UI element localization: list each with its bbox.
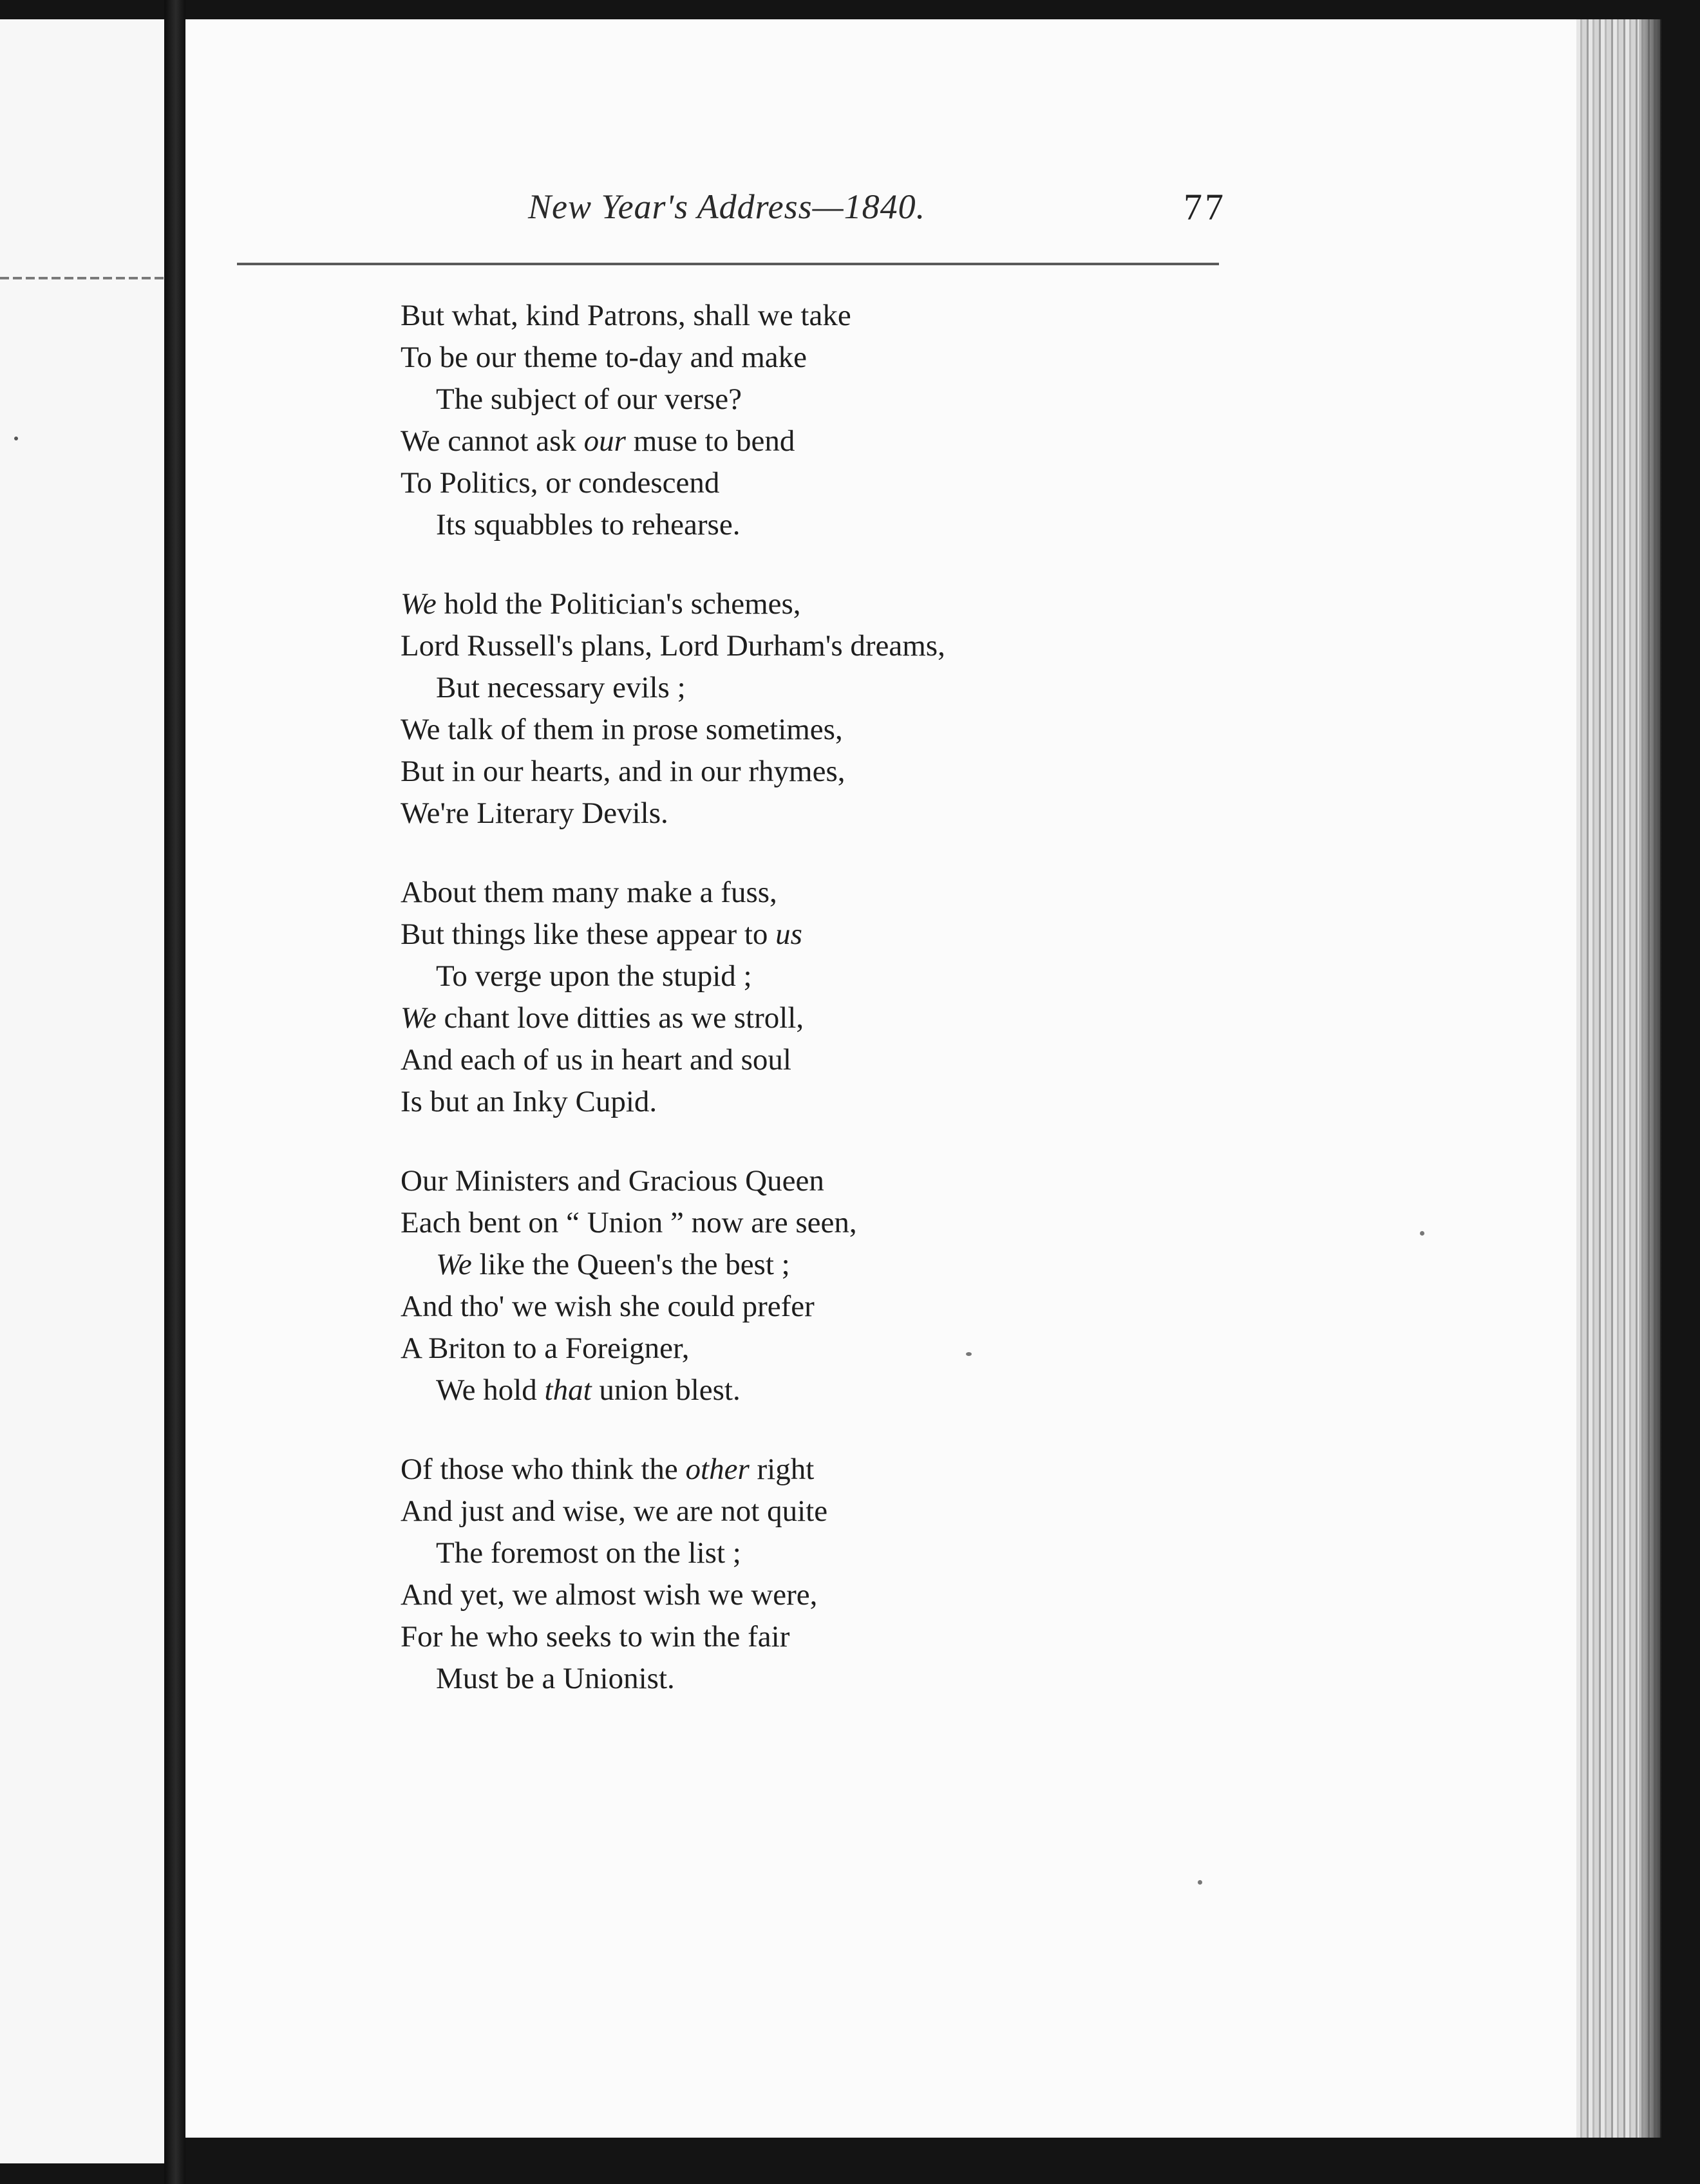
- page-number: 77: [1184, 186, 1226, 228]
- book-gutter: [164, 0, 185, 2184]
- poem-line: Our Ministers and Gracious Queen: [401, 1164, 824, 1198]
- poem-line: [401, 1449, 1238, 1491]
- poem-line: To be our theme to-day and make: [401, 341, 807, 374]
- line-text: Of those who think the: [401, 1453, 686, 1486]
- poem-line: To verge upon the stupid ;: [436, 959, 752, 993]
- poem-line: Must be a Unionist.: [436, 1662, 675, 1695]
- poem-line: Its squabbles to rehearse.: [436, 508, 741, 541]
- stanza: [401, 872, 1238, 1123]
- print-speck: [1420, 1231, 1424, 1236]
- poem-body: [401, 295, 1238, 1737]
- poem-line: And tho' we wish she could prefer: [401, 1290, 815, 1323]
- stanza: [401, 583, 1238, 834]
- poem-line: About them many make a fuss,: [401, 876, 777, 909]
- poem-line: [401, 914, 1238, 956]
- stanza: [401, 295, 1238, 546]
- line-text: hold the Politician's schemes,: [436, 587, 801, 621]
- poem-line: Each bent on “ Union ” now are seen,: [401, 1206, 857, 1239]
- page-stack-shadow: [1639, 19, 1661, 2138]
- line-text: like the Queen's the best ;: [471, 1248, 790, 1281]
- poem-line: But necessary evils ;: [436, 671, 686, 704]
- previous-page-mark: [14, 437, 18, 440]
- poem-line: [401, 420, 1238, 462]
- poem-line: We talk of them in prose sometimes,: [401, 713, 843, 746]
- previous-page-edge: [0, 19, 164, 2163]
- poem-line: [401, 1244, 1238, 1286]
- line-text: union blest.: [591, 1373, 741, 1407]
- running-title: New Year's Address—1840.: [528, 187, 926, 226]
- emphasized-word: us: [775, 918, 802, 951]
- poem-line: But what, kind Patrons, shall we take: [401, 299, 851, 332]
- poem-line: We're Literary Devils.: [401, 796, 668, 830]
- line-text: muse to bend: [625, 424, 795, 458]
- print-speck: [1198, 1880, 1202, 1885]
- emphasized-word: We: [436, 1248, 472, 1281]
- poem-line: And each of us in heart and soul: [401, 1043, 791, 1077]
- header-rule: [237, 263, 1219, 265]
- line-text: right: [749, 1453, 815, 1486]
- poem-line: [401, 997, 1238, 1039]
- poem-line: And yet, we almost wish we were,: [401, 1578, 818, 1612]
- poem-line: A Briton to a Foreigner,: [401, 1332, 690, 1365]
- line-text: But things like these appear to: [401, 918, 776, 951]
- emphasized-word: other: [685, 1453, 750, 1486]
- emphasized-word: We: [401, 587, 437, 621]
- poem-line: [401, 1370, 1238, 1411]
- poem-line: The foremost on the list ;: [436, 1536, 741, 1570]
- emphasized-word: that: [544, 1373, 592, 1407]
- poem-line: The subject of our verse?: [436, 382, 742, 416]
- poem-line: And just and wise, we are not quite: [401, 1494, 828, 1528]
- stanza: [401, 1449, 1238, 1700]
- line-text: We cannot ask: [401, 424, 584, 458]
- stanza: [401, 1160, 1238, 1411]
- line-text: chant love ditties as we stroll,: [436, 1001, 804, 1035]
- poem-line: [401, 583, 1238, 625]
- poem-line: For he who seeks to win the fair: [401, 1620, 790, 1653]
- poem-line: But in our hearts, and in our rhymes,: [401, 755, 845, 788]
- line-text: We hold: [436, 1373, 545, 1407]
- emphasized-word: our: [583, 424, 626, 458]
- emphasized-word: We: [401, 1001, 437, 1035]
- poem-line: Lord Russell's plans, Lord Durham's dreams,: [401, 629, 945, 663]
- previous-page-rule: [0, 277, 164, 279]
- print-speck: [966, 1352, 972, 1356]
- poem-line: Is but an Inky Cupid.: [401, 1085, 657, 1118]
- poem-line: To Politics, or condescend: [401, 466, 720, 500]
